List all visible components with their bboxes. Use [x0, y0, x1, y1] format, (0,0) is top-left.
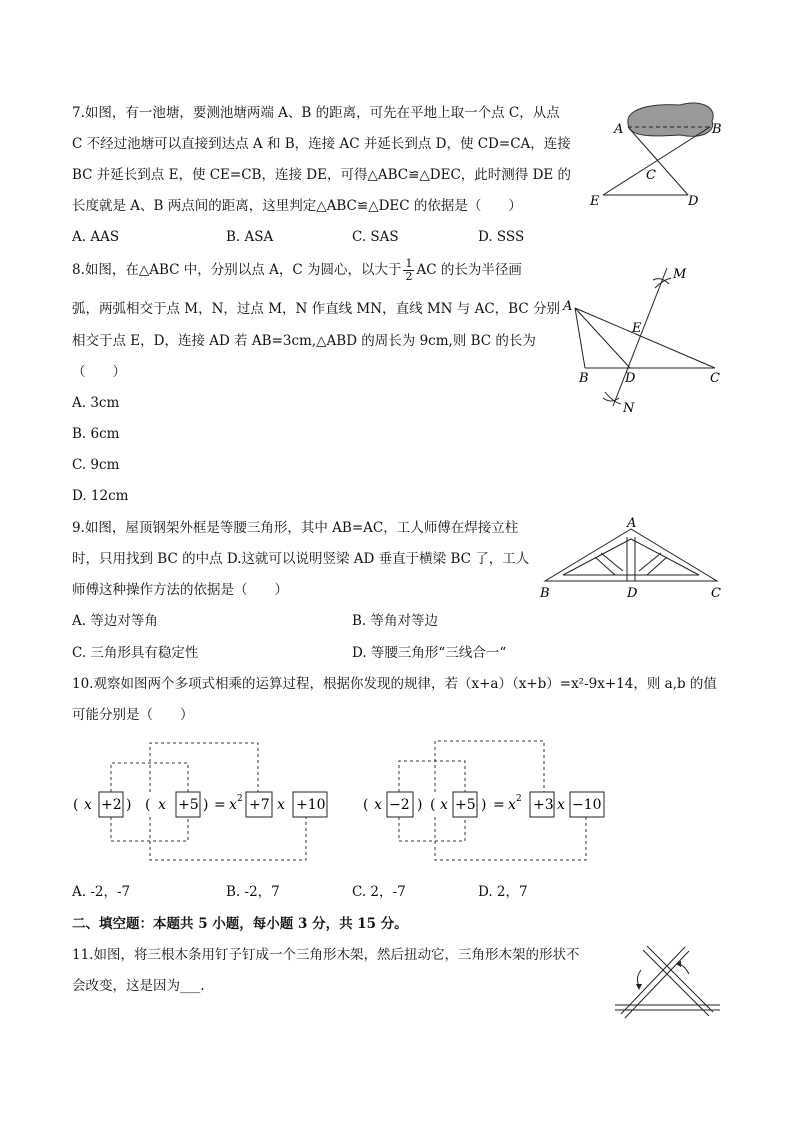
- value-b: +5: [455, 797, 476, 813]
- section-2-title: 二、填空题：本题共 5 小题，每小题 3 分，共 15 分。: [72, 916, 408, 932]
- q7-option-a[interactable]: A. AAS: [72, 229, 120, 245]
- q7-line-3: BC 并延长到点 E，使 CE=CB，连接 DE，可得△ABC≌△DEC，此时测得 DE 的: [72, 167, 572, 183]
- label-c: C: [646, 168, 656, 183]
- label-c: C: [710, 371, 720, 386]
- label-m: M: [673, 267, 687, 282]
- value-c1: +3: [533, 797, 554, 813]
- equals: =: [214, 797, 226, 813]
- paren-close-1: ): [126, 797, 132, 813]
- q10-option-c[interactable]: C. 2，-7: [352, 884, 406, 900]
- var-x-4: x: [277, 797, 285, 813]
- q9-option-a[interactable]: A. 等边对等角: [72, 613, 158, 629]
- line-ad: [628, 127, 688, 195]
- label-n: N: [623, 401, 635, 416]
- q11-line-2: 会改变，这是因为___.: [72, 978, 205, 994]
- line-be: [603, 127, 710, 195]
- q8-triangle-figure: [555, 258, 735, 418]
- brace-r2: [639, 553, 661, 571]
- q9-roof-truss-figure: [535, 515, 730, 603]
- q10-line-2: 可能分别是（ ）: [72, 707, 194, 723]
- square-exp: 2: [237, 794, 243, 804]
- label-d: D: [627, 586, 638, 601]
- label-a: A: [627, 516, 637, 531]
- line-mn: [613, 268, 667, 406]
- arrow-head-left: [636, 984, 642, 990]
- q8-line-2: 弧，两弧相交于点 M，N，过点 M，N 作直线 MN，直线 MN 与 AC，BC 分别: [72, 301, 560, 317]
- q9-line-1: 9.如图，屋顶钢架外框是等腰三角形，其中 AB=AC，工人师傅在焊接立柱: [72, 520, 519, 536]
- q7-line-1: 7.如图，有一池塘，要测池塘两端 A、B 的距离，可先在平地上取一个点 C，从点: [72, 105, 560, 121]
- q8-option-d[interactable]: D. 12cm: [72, 488, 129, 504]
- label-e: E: [590, 194, 600, 209]
- q10-diagram-2: [360, 735, 620, 865]
- q10-option-d[interactable]: D. 2，7: [478, 884, 528, 900]
- var-x-3: x: [508, 797, 516, 813]
- label-c: C: [711, 586, 721, 601]
- bar-right-a: [643, 950, 709, 1016]
- value-c2: +10: [296, 797, 326, 813]
- q10-option-b[interactable]: B. -2，7: [226, 884, 280, 900]
- side-ac: [575, 308, 715, 368]
- label-d: D: [625, 371, 636, 386]
- fraction-denominator: 2: [405, 270, 413, 283]
- label-a: A: [614, 122, 624, 137]
- q10-line-1: 10.观察如图两个多项式相乘的运算过程，根据你发现的规律，若（x+a）（x+b）=x²-9x+14，则 a,b 的值: [72, 676, 717, 692]
- q10-diagram-1: [70, 735, 340, 865]
- q7-option-b[interactable]: B. ASA: [226, 229, 274, 245]
- brace-l1: [595, 557, 615, 575]
- var-x-1: x: [374, 797, 382, 813]
- paren-open-2: (: [145, 797, 151, 813]
- paren-close-1: ): [417, 797, 423, 813]
- var-x-3: x: [229, 797, 237, 813]
- label-b: B: [579, 371, 589, 386]
- q7-line-2: C 不经过池塘可以直接到达点 A 和 B，连接 AC 并延长到点 D，使 CD=CA，连接: [72, 136, 571, 152]
- var-x-2: x: [440, 797, 448, 813]
- label-e: E: [632, 321, 642, 336]
- q9-option-d[interactable]: D. 等腰三角形“三线合一“: [352, 645, 507, 661]
- paren-close-2: ): [203, 797, 209, 813]
- q8-line-3: 相交于点 E，D，连接 AD 若 AB=3cm,△ABD 的周长为 9cm,则 BC 的长为: [72, 333, 536, 349]
- q8-line-1-post: AC 的长为半径画: [416, 262, 522, 278]
- paren-open-1: (: [73, 797, 79, 813]
- value-a: −2: [389, 797, 410, 813]
- q7-option-c[interactable]: C. SAS: [352, 229, 399, 245]
- q10-option-a[interactable]: A. -2，-7: [72, 884, 131, 900]
- label-b: B: [540, 586, 550, 601]
- var-x-4: x: [557, 797, 565, 813]
- q8-option-b[interactable]: B. 6cm: [72, 426, 120, 442]
- label-b: B: [712, 122, 722, 137]
- q9-line-2: 时，只用找到 BC 的中点 D.这就可以说明竖梁 AD 垂直于横梁 BC 了，工人: [72, 551, 530, 567]
- q7-line-4: 长度就是 A、B 两点间的距离，这里判定△ABC≌△DEC 的依据是（ ）: [72, 198, 522, 214]
- label-d: D: [688, 194, 699, 209]
- outer-frame: [545, 529, 717, 581]
- rotate-arrow-left-icon: [637, 970, 641, 986]
- paren-close-2: ): [481, 797, 487, 813]
- q9-option-c[interactable]: C. 三角形具有稳定性: [72, 645, 199, 661]
- value-a: +2: [101, 797, 122, 813]
- bar-left-b: [625, 951, 689, 1018]
- equals: =: [493, 797, 505, 813]
- q9-line-3: 师傅这种操作方法的依据是（ ）: [72, 582, 288, 598]
- value-c1: +7: [249, 797, 270, 813]
- bar-right-b: [647, 946, 713, 1012]
- q7-option-d[interactable]: D. SSS: [478, 229, 525, 245]
- q8-line-1: [72, 258, 522, 283]
- label-a: A: [563, 299, 573, 314]
- q8-line-4: （ ）: [72, 364, 126, 380]
- q8-option-a[interactable]: A. 3cm: [72, 395, 120, 411]
- fraction-numerator: 1: [405, 257, 413, 270]
- q9-option-b[interactable]: B. 等角对等边: [352, 613, 439, 629]
- q7-pond-figure: [590, 95, 740, 215]
- bar-left-a: [621, 947, 685, 1014]
- q11-wooden-triangle-figure: [605, 940, 725, 1020]
- pond-shape: [628, 103, 713, 136]
- value-c2: −10: [572, 797, 602, 813]
- value-b: +5: [178, 797, 199, 813]
- q11-line-1: 11.如图，将三根木条用钉子钉成一个三角形木架，然后扭动它，三角形木架的形状不: [72, 947, 580, 963]
- paren-open-1: (: [363, 797, 369, 813]
- var-x-2: x: [158, 797, 166, 813]
- brace-l2: [601, 553, 623, 571]
- q8-option-c[interactable]: C. 9cm: [72, 457, 120, 473]
- inner-frame: [563, 539, 699, 575]
- half-fraction: [403, 258, 414, 283]
- square-exp: 2: [516, 794, 522, 804]
- q8-line-1-pre: 8.如图，在△ABC 中，分别以点 A，C 为圆心，以大于: [72, 262, 402, 278]
- var-x-1: x: [84, 797, 92, 813]
- brace-r1: [647, 557, 667, 575]
- paren-open-2: (: [430, 797, 436, 813]
